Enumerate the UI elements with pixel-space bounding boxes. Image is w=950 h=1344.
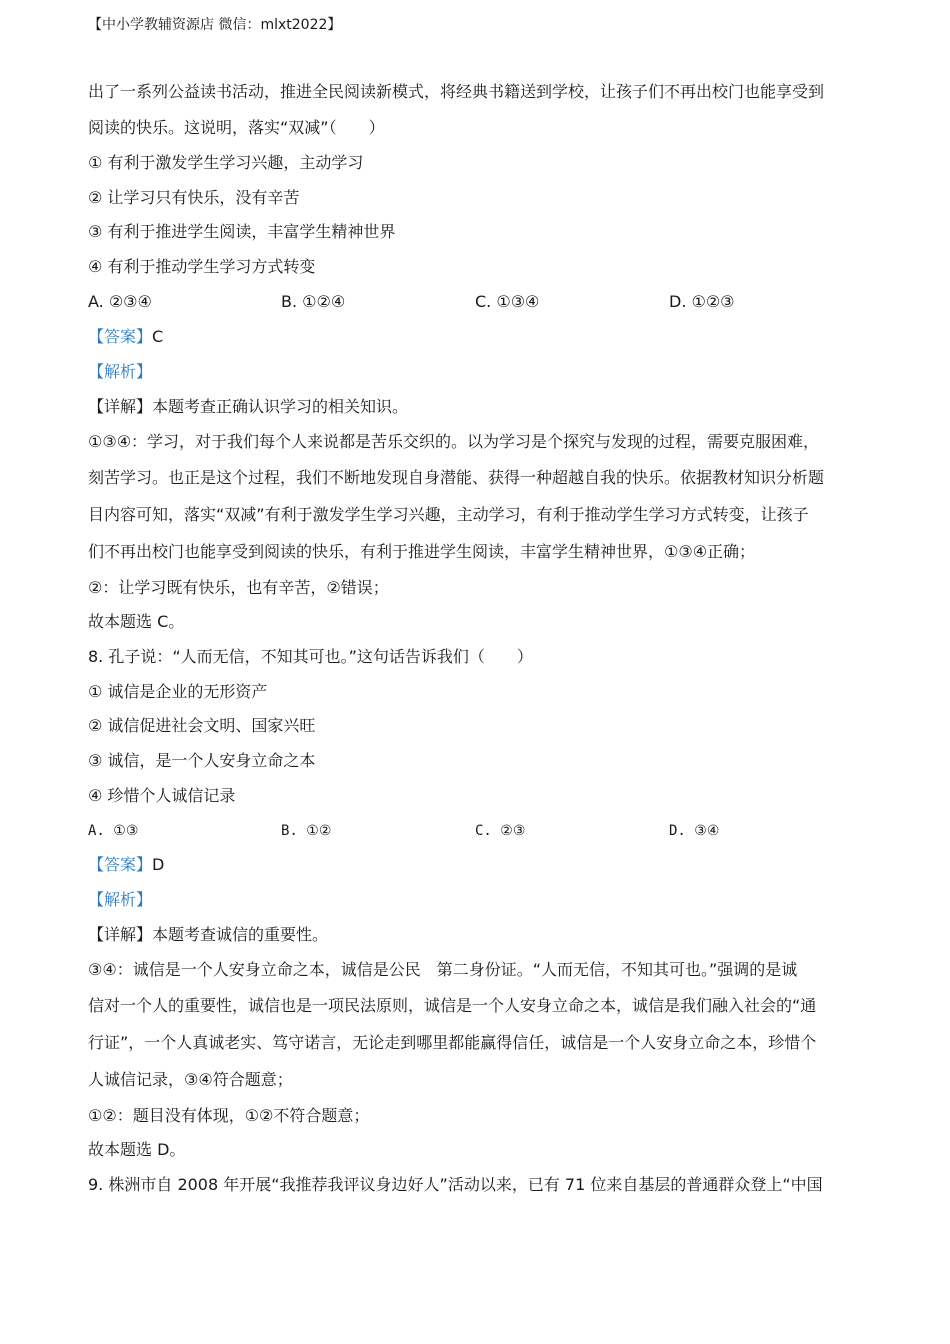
q7-answer-label: 【答案】 <box>88 327 153 346</box>
q8-item-3: ③ 诚信，是一个人安身立命之本 <box>88 751 316 770</box>
q7-detail-label: 【详解】 <box>88 397 153 416</box>
q8-stem: 8. 孔子说：“人而无信，不知其可也。”这句话告诉我们（ ） <box>88 647 533 666</box>
q8-option-a: A. ①③ <box>88 823 139 839</box>
q8-exp-line-3: 行证”，一个人真诚老实、笃守诺言，无论走到哪里都能赢得信任，诚信是一个人安身立命之本，珍惜个 <box>88 1033 817 1052</box>
q7-item-1: ① 有利于激发学生学习兴趣，主动学习 <box>88 153 364 172</box>
q7-exp-line-3: 目内容可知，落实“双减”有利于激发学生学习兴趣，主动学习，有利于推动学生学习方式转变，让孩子 <box>88 505 809 524</box>
header-watermark: 【中小学教辅资源店 微信：mlxt2022】 <box>88 17 342 33</box>
q7-answer <box>88 327 163 347</box>
q7-exp-line-6: 故本题选 C。 <box>88 612 185 631</box>
q7-stem-line-2: 阅读的快乐。这说明，落实“双减”（ ） <box>88 118 385 137</box>
q8-exp-line-4: 人诚信记录，③④符合题意； <box>88 1070 293 1089</box>
q8-answer <box>88 855 164 875</box>
q7-exp-line-5: ②：让学习既有快乐，也有辛苦，②错误； <box>88 578 389 597</box>
q7-option-a: A. ②③④ <box>88 292 152 311</box>
q7-item-4: ④ 有利于推动学生学习方式转变 <box>88 257 316 276</box>
q7-item-2: ② 让学习只有快乐，没有辛苦 <box>88 188 300 207</box>
q8-item-4: ④ 珍惜个人诚信记录 <box>88 786 236 805</box>
q8-item-1: ① 诚信是企业的无形资产 <box>88 682 268 701</box>
q7-answer-value: C <box>152 327 164 346</box>
q7-exp-line-4: 们不再出校门也能享受到阅读的快乐，有利于推进学生阅读，丰富学生精神世界，①③④正确； <box>88 542 756 561</box>
q7-detail <box>88 397 408 417</box>
q8-answer-value: D <box>152 855 165 874</box>
q7-option-b: B. ①②④ <box>281 292 346 311</box>
q7-exp-line-1: ①③④：学习，对于我们每个人来说都是苦乐交织的。以为学习是个探究与发现的过程，需要克服困难， <box>88 432 820 451</box>
q9-stem: 9. 株洲市自 2008 年开展“我推荐我评议身边好人”活动以来，已有 71 位来自基层的普通群众登上“中国 <box>88 1175 823 1194</box>
q8-answer-label: 【答案】 <box>88 855 153 874</box>
q7-option-c: C. ①③④ <box>475 292 540 311</box>
q8-item-2: ② 诚信促进社会文明、国家兴旺 <box>88 716 316 735</box>
q8-option-c: C. ②③ <box>475 823 526 839</box>
q8-detail <box>88 925 328 945</box>
q8-option-b: B. ①② <box>281 823 332 839</box>
q8-exp-line-1: ③④：诚信是一个人安身立命之本，诚信是公民 第二身份证。“人而无信，不知其可也。”强调的是诚 <box>88 960 798 979</box>
q7-option-d: D. ①②③ <box>669 292 735 311</box>
q8-analysis-label: 【解析】 <box>88 890 153 909</box>
q8-exp-line-2: 信对一个人的重要性，诚信也是一项民法原则，诚信是一个人安身立命之本，诚信是我们融入社会的“通 <box>88 996 817 1015</box>
q7-analysis-label: 【解析】 <box>88 362 153 381</box>
q8-detail-text: 本题考查诚信的重要性。 <box>152 925 329 944</box>
q8-option-d: D. ③④ <box>669 823 720 839</box>
q7-exp-line-2: 刻苦学习。也正是这个过程，我们不断地发现自身潜能、获得一种超越自我的快乐。依据教材知识分析题 <box>88 468 825 487</box>
q8-exp-line-6: 故本题选 D。 <box>88 1140 186 1159</box>
q8-exp-line-5: ①②：题目没有体现，①②不符合题意； <box>88 1106 370 1125</box>
q7-stem-line-1: 出了一系列公益读书活动，推进全民阅读新模式，将经典书籍送到学校，让孩子们不再出校门也能享受到 <box>88 82 825 101</box>
q8-detail-label: 【详解】 <box>88 925 153 944</box>
q7-detail-text: 本题考查正确认识学习的相关知识。 <box>152 397 409 416</box>
q7-item-3: ③ 有利于推进学生阅读，丰富学生精神世界 <box>88 222 396 241</box>
